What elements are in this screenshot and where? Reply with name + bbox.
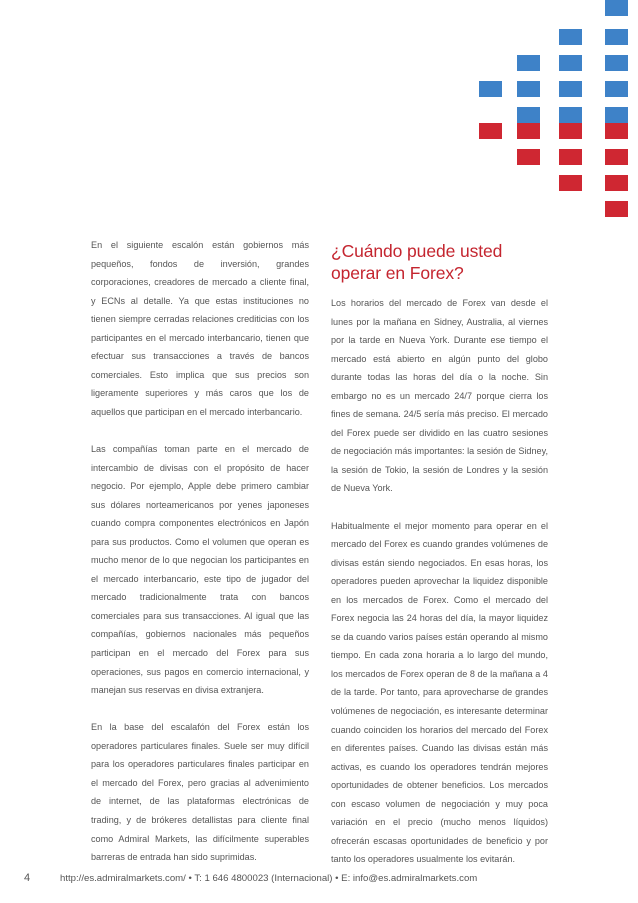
- red-block: [517, 123, 540, 139]
- red-block: [517, 149, 540, 165]
- blue-block: [605, 29, 628, 45]
- red-block: [559, 149, 582, 165]
- blue-block: [605, 0, 628, 16]
- paragraph-best-time: Habitualmente el mejor momento para operar en el mercado del Forex es cuando grandes volúmenes de divisas están siendo negociados. En esas horas, los operadores pueden aprovechar la liquidez disponible en los mercados de Forex. Como el mercado del Forex negocia las 24 horas del día, la mayor liquidez se da cuando varios países están operando al mismo tiempo. En cada zona horaria a lo largo del mundo, los mercados de Forex operan de 8 de la mañana a 4 de la tarde. Por tanto, para aprovecharse de grandes volúmenes de negociación, es interesante determinar cuando coinciden los horarios del mercado del Forex en diferentes países. Cuando las divisas están más activas, es cuando los operadores tendrán mejores oportunidades de obtener beneficios. Los mercados con escaso volumen de negociación y muy poca variación en el precio (mucho menos líquidos) ofrecerán escasas oportunidades de beneficio y por tanto los operadores usualmente los evitarán.: [331, 520, 548, 865]
- red-block: [559, 175, 582, 191]
- paragraph-market-hours: Los horarios del mercado de Forex van desde el lunes por la mañana en Sidney, Australia, al viernes por la tarde en Nueva York. Durante ese tiempo el mercado está abierto en algún punto del globo durante todas las horas del día o la noche. Sin embargo no es un mercado 24/7 porque cierra los fines de semana. 24/5 sería más preciso. El mercado del Forex puede ser dividido en las cuatro sesiones de negociación más importantes: la sesión de Sidney, la sesión de Tokio, la sesión de Londres y la sesión de Nueva York.: [331, 298, 548, 494]
- blue-block: [559, 107, 582, 123]
- page-footer: [0, 870, 638, 890]
- blue-block: [517, 107, 540, 123]
- blue-block: [479, 81, 502, 97]
- red-block: [605, 149, 628, 165]
- footer-contact: http://es.admiralmarkets.com/ • T: 1 646 4800023 (Internacional) • E: info@es.admiralmarkets.com: [60, 873, 478, 884]
- blue-block: [605, 55, 628, 71]
- paragraph-government-tier: En el siguiente escalón están gobiernos más pequeños, fondos de inversión, grandes corporaciones, creadores de mercado a cliente final, y ECNs al detalle. Ya que estas instituciones no tienen siempre cerradas relaciones crediticias con los participantes en el mercado interbancario, tienen que efectuar sus transacciones a través de bancos comerciales. Esto implica que sus precios son ligeramente superiores y más caros que los de aquellos que participan en el mercado interbancario.: [91, 240, 309, 417]
- page-number: 4: [24, 872, 31, 884]
- blue-block: [517, 81, 540, 97]
- red-block: [605, 175, 628, 191]
- section-heading: ¿Cuándo puede usted operar en Forex?: [331, 241, 503, 283]
- blue-block: [605, 107, 628, 123]
- red-block: [559, 123, 582, 139]
- paragraph-retail-traders: En la base del escalafón del Forex están los operadores particulares finales. Suele ser muy difícil para los operadores particulares finales participar en el mercado del Forex, pero gracias al advenimiento de internet, de las plataformas electrónicas de trading, y de brókeres detallistas para cliente final como Admiral Markets, las difícilmente superables barreras de entrada han sido suprimidas.: [91, 722, 309, 863]
- red-block: [605, 201, 628, 217]
- pixel-blocks-decoration: [0, 0, 638, 240]
- blue-block: [559, 29, 582, 45]
- blue-block: [517, 55, 540, 71]
- red-block: [605, 123, 628, 139]
- blue-block: [559, 81, 582, 97]
- left-column: [91, 236, 309, 885]
- paragraph-companies: Las compañías toman parte en el mercado de intercambio de divisas con el propósito de hacer negocio. Por ejemplo, Apple debe primero cambiar sus dólares norteamericanos por yenes japoneses cuando compra componentes electrónicos en Japón para sus productos. Como el volumen que operan es mucho menor de lo que negocian los participantes en el mercado interbancario, este tipo de jugador del mercado tradicionalmente trata con bancos comerciales para sus transacciones. Al igual que las compañías, gobiernos nacionales más pequeños participan en el mercado del Forex para sus operaciones, sus pagos en comercio internacional, y manejan sus reservas en divisa extranjera.: [91, 444, 309, 696]
- blue-block: [605, 81, 628, 97]
- blue-block: [559, 55, 582, 71]
- red-block: [479, 123, 502, 139]
- right-column: [331, 240, 548, 888]
